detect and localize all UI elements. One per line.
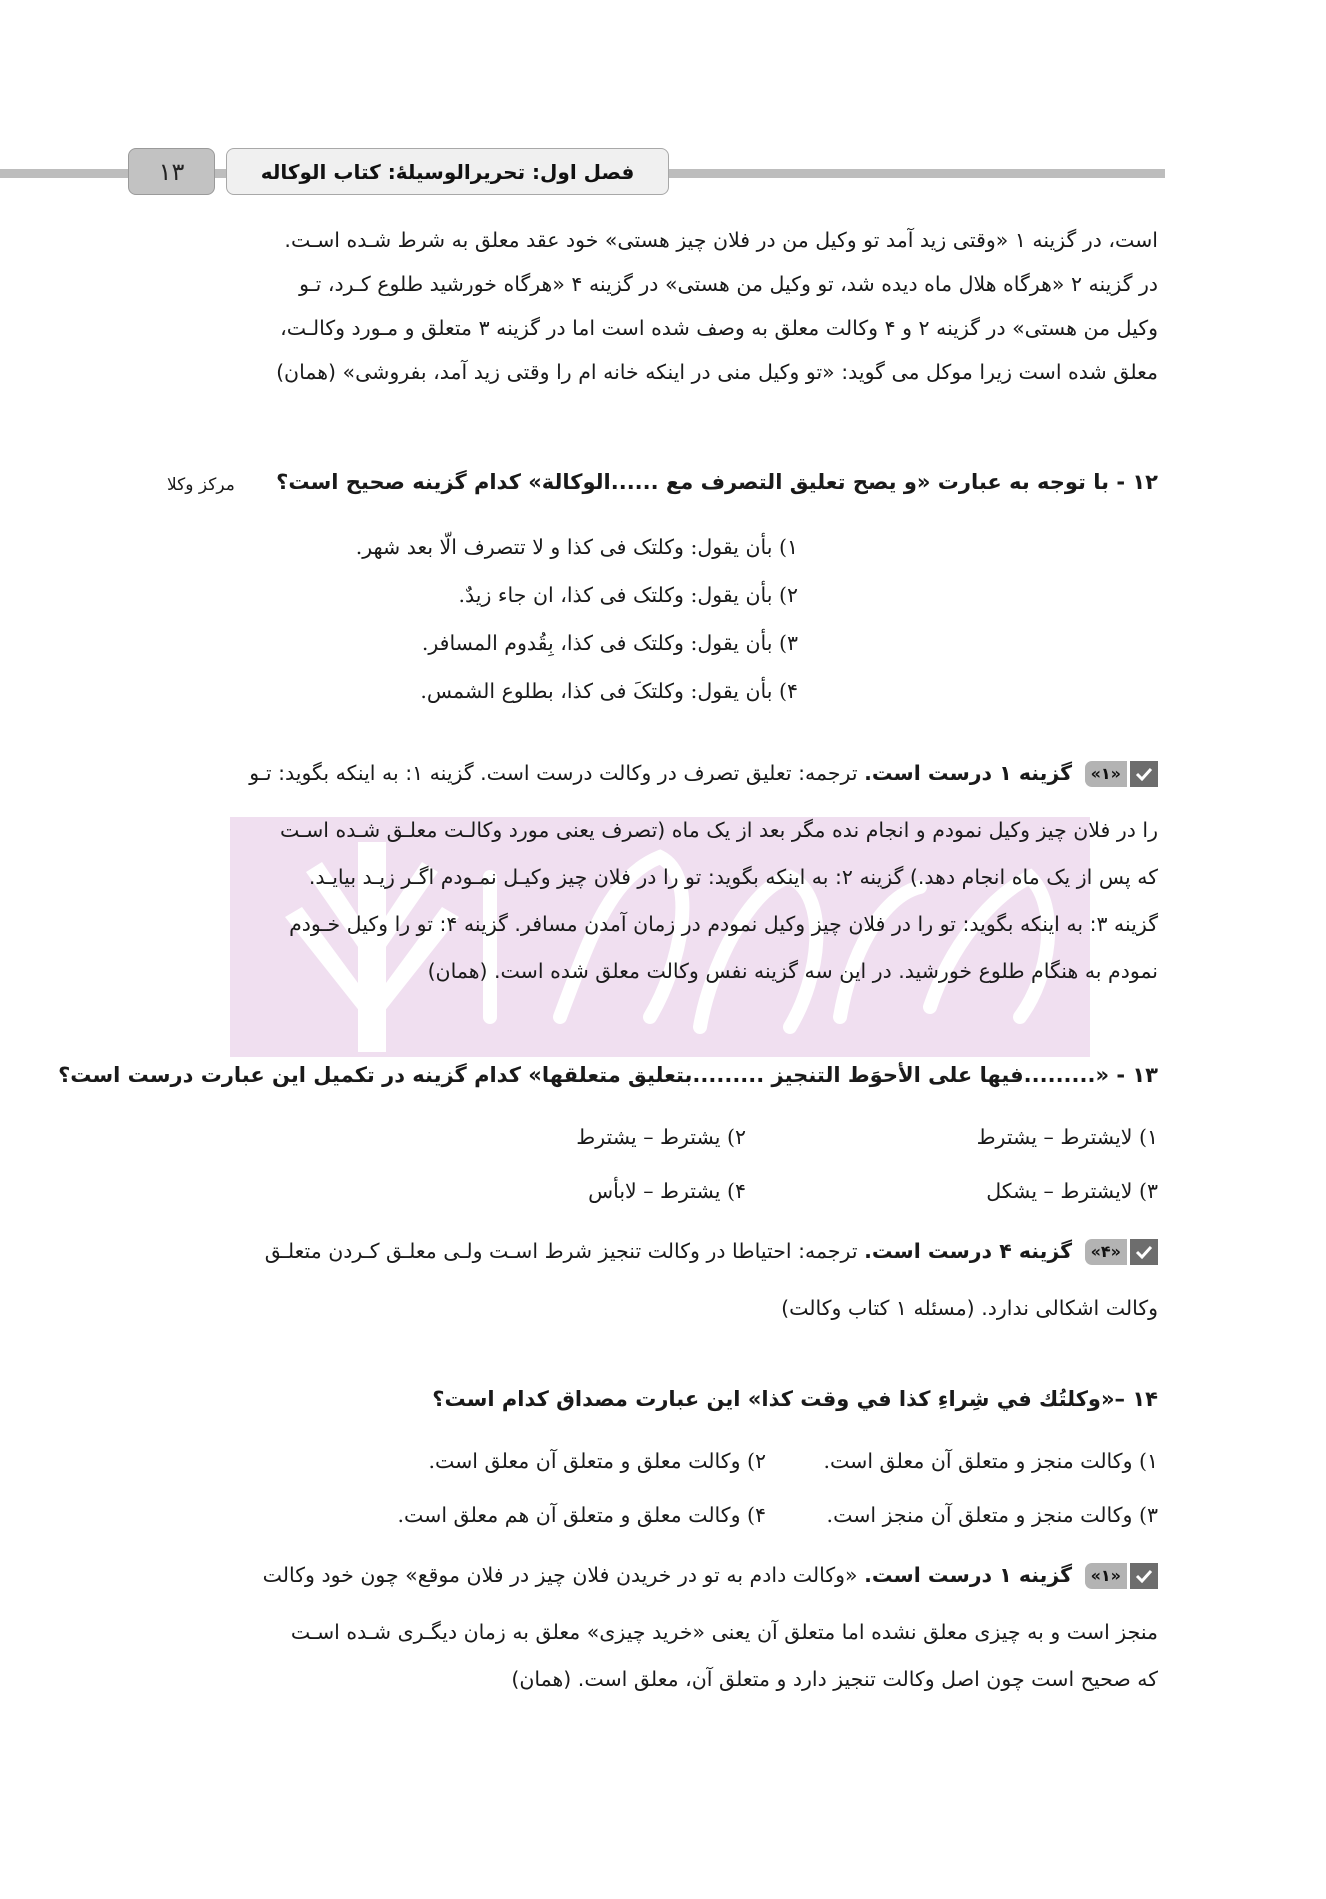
answer-badge: [1085, 761, 1158, 787]
chapter-title: فصل اول: تحریرالوسیلهٔ: کتاب الوکاله: [226, 148, 669, 195]
answer-text: ترجمه: تعلیق تصرف در وکالت درست است. گزینه ۱: به اینکه بگوید: تـو: [249, 761, 858, 785]
text-line: معلق شده است زیرا موکل می گوید: «تو وکیل منی در اینکه خانه ام را وقتی زید آمد، بفروشی» (همان): [276, 360, 1158, 384]
option-2: ۲) یشترط – یشترط: [576, 1125, 746, 1149]
check-icon: [1130, 1239, 1158, 1265]
option-1: ۱) لایشترط – یشترط: [976, 1125, 1158, 1149]
answer-lead: گزینه ۱ درست است.: [864, 761, 1073, 785]
option-2: ۲) وکالت معلق و متعلق آن معلق است.: [428, 1449, 766, 1473]
option-3: ۳) وکالت منجز و متعلق آن منجز است.: [826, 1503, 1158, 1527]
answer-badge: [1085, 1239, 1158, 1265]
question-title: ۱۲ - با توجه به عبارت «و یصح تعلیق التصرف مع ......الوکالة» کدام گزینه صحیح است؟: [276, 470, 1158, 494]
option-4: ۴) بأن یقول: وکلتکَ فی کذا، بطلوع الشمس.: [420, 679, 798, 703]
answer-badge: [1085, 1563, 1158, 1589]
answer-number: «۱»: [1085, 1563, 1127, 1589]
answer-text: «وکالت دادم به تو در خریدن فلان چیز در فلان موقع» چون خود وکالت: [262, 1563, 858, 1587]
text-line: در گزینه ۲ «هرگاه هلال ماه دیده شد، تو وکیل من هستی» در گزینه ۴ «هرگاه خورشید طلوع کـرد، تـو: [299, 272, 1158, 296]
option-2: ۲) بأن یقول: وکلتک فی کذا، ان جاء زیدٌ.: [458, 583, 798, 607]
answer-number: «۴»: [1085, 1239, 1127, 1265]
answer-line: منجز است و به چیزی معلق نشده اما متعلق آن یعنی «خرید چیزی» معلق به زمان دیگـری شـده اسـت: [290, 1620, 1158, 1644]
option-1: ۱) بأن یقول: وکلتک فی کذا و لا تتصرف الّا بعد شهر.: [355, 535, 798, 559]
answer-line: [249, 758, 1158, 788]
answer-line: [265, 1236, 1158, 1266]
check-icon: [1130, 1563, 1158, 1589]
option-3: ۳) لایشترط – یشکل: [986, 1179, 1158, 1203]
answer-line: نمودم به هنگام طلوع خورشید. در این سه گزینه نفس وکالت معلق شده است. (همان): [427, 959, 1158, 983]
answer-number: «۱»: [1085, 761, 1127, 787]
question-title: ۱۴ –«وکلتُك في شِراءِ كذا في وقت كذا» این عبارت مصداق کدام است؟: [432, 1387, 1158, 1411]
answer-line: گزینه ۳: به اینکه بگوید: تو را در فلان چیز وکیل نمودم در زمان آمدن مسافر. گزینه ۴: تو را وکیل خـودم: [289, 912, 1158, 936]
page-number: ۱۳: [128, 148, 215, 195]
answer-lead: گزینه ۱ درست است.: [864, 1563, 1073, 1587]
option-4: ۴) یشترط – لابأس: [588, 1179, 746, 1203]
answer-line: [263, 1560, 1158, 1590]
answer-line: که پس از یک ماه انجام دهد.) گزینه ۲: به اینکه بگوید: تو را در فلان چیز وکیـل نمـودم اگـر زیـد بیایـد.: [308, 865, 1158, 889]
answer-line: که صحیح است چون اصل وکالت تنجیز دارد و متعلق آن، معلق است. (همان): [511, 1667, 1158, 1691]
answer-lead: گزینه ۴ درست است.: [864, 1239, 1073, 1263]
answer-line: را در فلان چیز وکیل نمودم و انجام نده مگر بعد از یک ماه (تصرف یعنی مورد وکالـت معلـق شـده اسـت: [279, 818, 1158, 842]
option-1: ۱) وکالت منجز و متعلق آن معلق است.: [823, 1449, 1158, 1473]
option-4: ۴) وکالت معلق و متعلق آن هم معلق است.: [397, 1503, 766, 1527]
option-3: ۳) بأن یقول: وکلتک فی کذا، بِقُدوم المسافر.: [421, 631, 798, 655]
text-line: وکیل من هستی» در گزینه ۲ و ۴ وکالت معلق به وصف شده است اما در گزینه ۳ متعلق و مـورد وکالـت،: [280, 316, 1158, 340]
question-source: مرکز وکلا: [167, 475, 235, 495]
answer-line: وکالت اشکالی ندارد. (مسئله ۱ کتاب وکالت): [781, 1296, 1158, 1320]
question-title: ۱۳ - «.........فیها علی الأحوَط التنجیز .........بتعلیق متعلقها» کدام گزینه در تکمیل این عبارت درست است؟: [58, 1063, 1158, 1087]
check-icon: [1130, 761, 1158, 787]
text-line: است، در گزینه ۱ «وقتی زید آمد تو وکیل من در فلان چیز هستی» خود عقد معلق به شرط شـده اسـت.: [284, 228, 1158, 252]
answer-text: ترجمه: احتیاطا در وکالت تنجیز شرط اسـت ولـی معلـق کـردن متعلـق: [264, 1239, 858, 1263]
